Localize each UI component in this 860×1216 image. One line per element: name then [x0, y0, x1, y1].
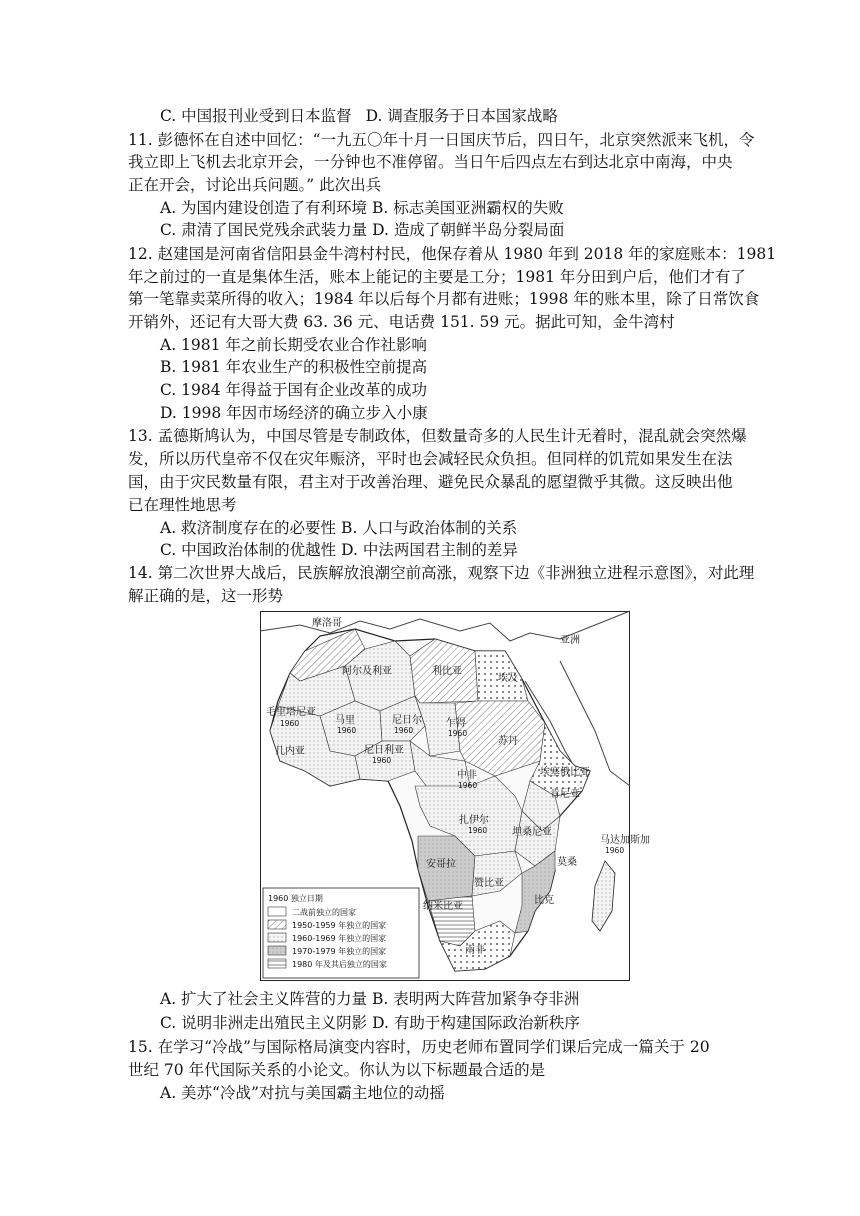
map-label-namibia: 纳米比亚	[423, 901, 463, 912]
map-label-zaire: 扎伊尔	[459, 815, 489, 826]
map-label-south-africa: 南非	[465, 945, 485, 956]
map-label-chad-year: 1960	[448, 729, 468, 738]
q11-options-ab	[160, 197, 564, 219]
q15-stem-line-2: 世纪 70 年代国际关系的小论文。你认为以下标题最合适的是	[128, 1061, 546, 1079]
map-label-nigeria-year: 1960	[372, 756, 392, 765]
q11-options-cd	[160, 219, 564, 241]
q14-option-d: D. 有助于构建国际政治新秩序	[372, 1014, 580, 1032]
q14-option-c: C. 说明非洲走出殖民主义阴影	[160, 1014, 368, 1032]
map-label-mali: 马里	[335, 715, 355, 726]
q13-option-a: A. 救济制度存在的必要性	[160, 519, 337, 537]
map-label-mozambique-1: 莫桑	[557, 857, 577, 868]
q11-stem-line-3: 正在开会，讨论出兵问题。” 此次出兵	[128, 176, 382, 194]
q10-option-c: C. 中国报刊业受到日本监督	[160, 107, 352, 125]
q14-stem-line-1: 14. 第二次世界大战后，民族解放浪潮空前高涨，观察下边《非洲独立进程示意图》，对此理	[128, 564, 755, 582]
q14-stem-line-2: 解正确的是，这一形势	[128, 587, 284, 605]
map-label-tanzania: 坦桑尼亚	[512, 827, 552, 838]
q13-option-b: B. 人口与政治体制的关系	[341, 519, 518, 537]
q11-option-c: C. 肃清了国民党残余武装力量	[160, 221, 368, 239]
q14-options-cd	[160, 1012, 580, 1034]
map-label-morocco: 摩洛哥	[312, 618, 342, 629]
q11-option-a: A. 为国内建设创造了有利环境	[160, 199, 368, 217]
q14-options-ab	[160, 988, 579, 1010]
map-label-egypt: 埃及	[498, 673, 518, 684]
q12-stem-line-3: 第一笔靠卖菜所得的收入；1984 年以后每个月都有进账；1998 年的账本里，除了日常饮食	[128, 290, 760, 308]
legend-item-3: 1960-1969 年独立的国家	[292, 934, 387, 943]
legend-title: 1960 独立日期	[268, 894, 323, 903]
legend-item-2: 1950-1959 年独立的国家	[292, 921, 387, 930]
map-label-guinea: 几内亚	[275, 746, 305, 757]
q12-stem-line-1: 12. 赵建国是河南省信阳县金牛湾村村民，他保存着从 1980 年到 2018 年的家庭账本：1981	[128, 245, 777, 263]
q15-stem-line-1: 15. 在学习“冷战”与国际格局演变内容时，历史老师布置同学们课后完成一篇关于 20	[128, 1038, 710, 1056]
africa-independence-map	[260, 611, 650, 981]
q10-option-d: D. 调查服务于日本国家战略	[365, 107, 558, 125]
map-label-zambia: 赞比亚	[474, 878, 504, 889]
map-label-mauritania-year: 1960	[280, 719, 300, 728]
q13-option-d: D. 中法两国君主制的差异	[341, 541, 518, 559]
map-label-mali-year: 1960	[337, 726, 357, 735]
map-label-niger: 尼日尔	[392, 715, 422, 726]
map-label-mozambique-2: 比克	[534, 895, 554, 906]
q12-stem-line-2: 年之前过的一直是集体生活，账本上能记的主要是工分；1981 年分田到户后，他们才有了	[128, 268, 746, 286]
q13-stem-line-3: 国，由于灾民数量有限，君主对于改善治理、避免民众暴乱的愿望微乎其微。这反映出他	[128, 473, 733, 491]
map-label-libya: 利比亚	[432, 666, 462, 677]
q12-option-d: D. 1998 年因市场经济的确立步入小康	[160, 404, 428, 422]
q11-stem-line-1: 11. 彭德怀在自述中回忆：“一九五〇年十月一日国庆节后，四日午，北京突然派来飞机，令	[128, 131, 755, 149]
map-label-car: 中非	[457, 770, 477, 781]
map-label-madagascar-year: 1960	[605, 846, 625, 855]
q13-stem-line-1: 13. 孟德斯鸠认为，中国尽管是专制政体，但数量奇多的人民生计无着时，混乱就会突然爆	[128, 427, 747, 445]
map-label-ethiopia: 埃塞俄比亚	[540, 767, 590, 778]
q13-stem-line-4: 已在理性地思考	[128, 496, 237, 514]
map-label-algeria: 阿尔及利亚	[342, 666, 392, 677]
map-label-mauritania: 毛里塔尼亚	[266, 707, 316, 718]
map-label-zaire-year: 1960	[468, 826, 488, 835]
q13-options-ab	[160, 517, 517, 539]
legend-item-5: 1980 年及其后独立的国家	[292, 960, 387, 969]
map-label-car-year: 1960	[458, 781, 478, 790]
q13-option-c: C. 中国政治体制的优越性	[160, 541, 337, 559]
q14-option-a: A. 扩大了社会主义阵营的力量	[160, 990, 368, 1008]
q14-option-b: B. 表明两大阵营加紧争夺非洲	[372, 990, 580, 1008]
q10-options	[160, 105, 558, 127]
q12-option-b: B. 1981 年农业生产的积极性空前提高	[160, 358, 428, 376]
q12-option-c: C. 1984 年得益于国有企业改革的成功	[160, 381, 428, 399]
map-label-niger-year: 1960	[394, 726, 414, 735]
map-label-madagascar: 马达加斯加	[600, 835, 650, 846]
q12-stem-line-4: 开销外，还记有大哥大费 63. 36 元、电话费 151. 59 元。据此可知，金牛湾村	[128, 313, 675, 331]
q11-option-d: D. 造成了朝鲜半岛分裂局面	[372, 221, 565, 239]
map-label-angola: 安哥拉	[426, 859, 456, 870]
q11-stem-line-2: 我立即上飞机去北京开会，一分钟也不准停留。当日午后四点左右到达北京中南海，中央	[128, 153, 733, 171]
map-label-chad: 乍得	[446, 718, 466, 729]
map-label-asia: 亚洲	[560, 635, 580, 646]
q13-stem-line-2: 发，所以历代皇帝不仅在灾年赈济，平时也会减轻民众负担。但同样的饥荒如果发生在法	[128, 450, 733, 468]
legend-item-4: 1970-1979 年独立的国家	[292, 947, 387, 956]
map-legend	[263, 888, 419, 978]
q13-options-cd	[160, 539, 518, 561]
q11-option-b: B. 标志美国亚洲霸权的失败	[372, 199, 564, 217]
legend-item-1: 二战前独立的国家	[292, 908, 356, 917]
q12-option-a: A. 1981 年之前长期受农业合作社影响	[160, 336, 427, 354]
map-label-sudan: 苏丹	[498, 736, 518, 747]
map-label-kenya: 肯尼亚	[550, 789, 580, 800]
map-label-nigeria: 尼日利亚	[364, 745, 404, 756]
q15-option-a: A. 美苏“冷战”对抗与美国霸主地位的动摇	[160, 1084, 445, 1102]
